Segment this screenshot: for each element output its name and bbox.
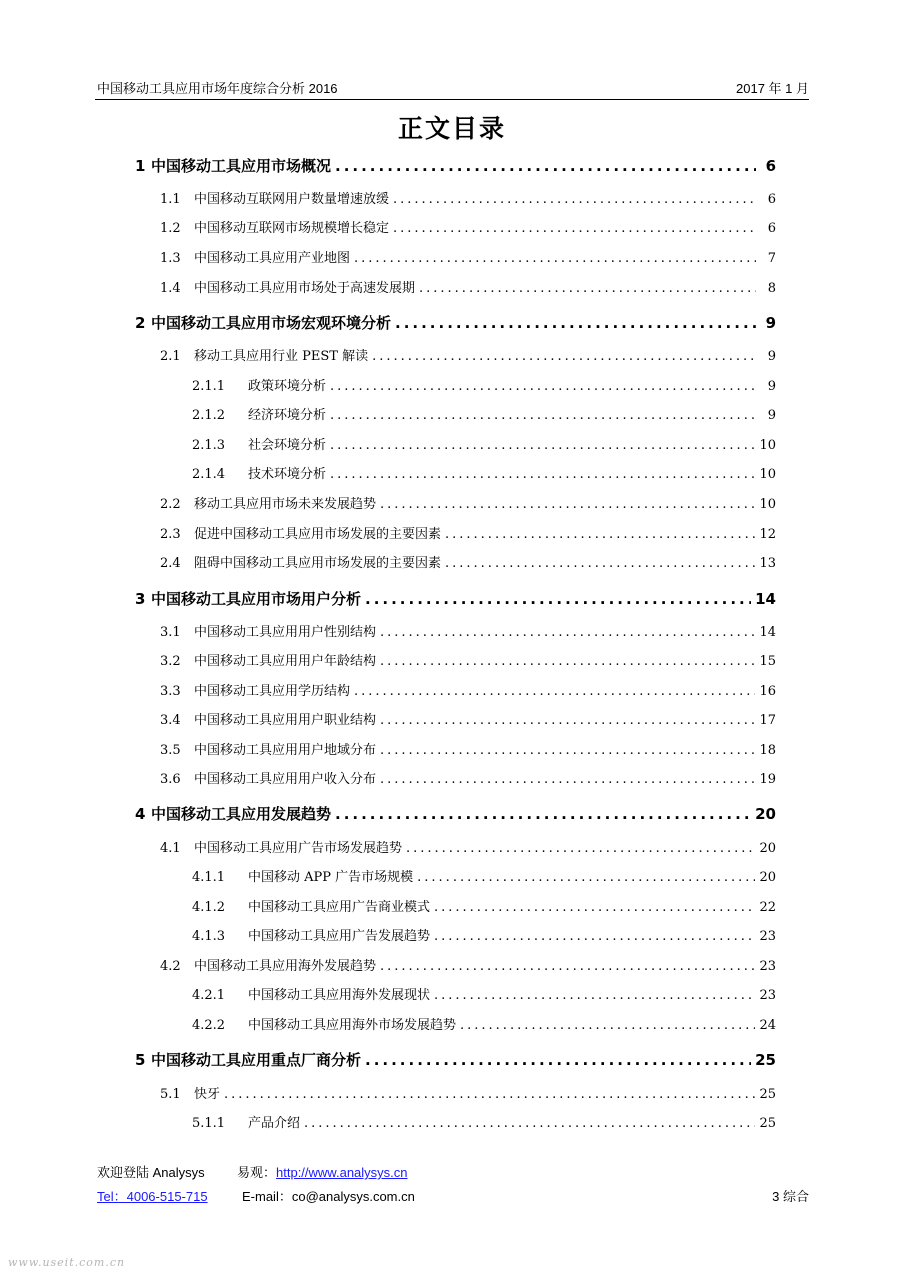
toc-entry-label: 中国移动工具应用用户地域分布 [194, 743, 377, 758]
toc-leader-dots [434, 896, 755, 920]
toc-entry-number: 4.1 [160, 841, 181, 856]
toc-entry-number: 5.1.1 [192, 1116, 226, 1131]
toc-entry[interactable] [135, 587, 776, 611]
toc-entry-label: 中国移动工具应用产业地图 [194, 251, 351, 266]
toc-entry-page: 20 [759, 870, 776, 885]
toc-entry-label: 中国移动工具应用海外市场发展趋势 [248, 1018, 457, 1033]
toc-entry-number: 4.2.1 [192, 988, 226, 1003]
toc-leader-dots [330, 463, 755, 487]
footer-website [237, 1162, 408, 1181]
toc-entry-label: 中国移动工具应用广告商业模式 [248, 900, 431, 915]
toc-entry-page: 20 [759, 841, 776, 856]
toc-entry[interactable] [192, 925, 776, 949]
toc-entry[interactable] [192, 434, 776, 458]
toc-entry[interactable] [135, 1048, 776, 1072]
toc-leader-dots [445, 523, 755, 547]
toc-entry-page: 25 [755, 1051, 776, 1069]
toc-entry-page: 6 [767, 221, 776, 236]
toc-leader-dots [434, 984, 755, 1008]
toc-entry-number: 3.5 [160, 743, 181, 758]
toc-entry-label: 中国移动工具应用海外发展趋势 [194, 959, 377, 974]
toc-leader-dots [380, 709, 755, 733]
toc-leader-dots [460, 1014, 755, 1038]
toc-entry-page: 9 [767, 408, 776, 423]
toc-entry-label: 产品介绍 [248, 1116, 301, 1131]
header-title: 中国移动工具应用市场年度综合分析 2016 [97, 81, 338, 96]
toc-entry-page: 14 [755, 590, 776, 608]
toc-leader-dots [365, 587, 751, 611]
toc-leader-dots [393, 188, 756, 212]
toc-entry-page: 23 [759, 959, 776, 974]
toc-entry-page: 23 [759, 929, 776, 944]
toc-entry[interactable] [160, 247, 776, 271]
toc-entry-page: 13 [759, 556, 776, 571]
toc-entry-label: 中国移动工具应用重点厂商分析 [151, 1051, 362, 1069]
toc-entry-page: 12 [759, 527, 776, 542]
toc-entry[interactable] [160, 709, 776, 733]
toc-entry-page: 17 [759, 713, 776, 728]
toc-entry-label: 中国移动工具应用市场处于高速发展期 [194, 281, 416, 296]
toc-entry-number: 4.2.2 [192, 1018, 226, 1033]
toc-entry[interactable] [160, 621, 776, 645]
toc-entry-page: 6 [765, 157, 776, 175]
toc-entry-number: 2.1.3 [192, 438, 226, 453]
toc-entry-number: 5.1 [160, 1087, 181, 1102]
toc-entry-page: 18 [759, 743, 776, 758]
toc-entry[interactable] [160, 523, 776, 547]
toc-entry[interactable] [135, 154, 776, 178]
toc-entry[interactable] [192, 984, 776, 1008]
toc-leader-dots [365, 1048, 751, 1072]
toc-entry-page: 8 [767, 281, 776, 296]
toc-entry[interactable] [192, 1014, 776, 1038]
toc-entry-number: 3.1 [160, 625, 181, 640]
page-number: 3 综合 [772, 1189, 809, 1204]
toc-entry-number: 3.4 [160, 713, 181, 728]
toc-entry[interactable] [192, 375, 776, 399]
toc-leader-dots [380, 768, 755, 792]
toc-leader-dots [417, 866, 755, 890]
toc-entry[interactable] [192, 404, 776, 428]
header-divider [95, 99, 809, 100]
toc-entry-page: 7 [767, 251, 776, 266]
toc-leader-dots [434, 925, 755, 949]
toc-entry-number: 1 [135, 157, 146, 175]
toc-leader-dots [419, 277, 756, 301]
toc-leader-dots [354, 247, 756, 271]
toc-leader-dots [330, 404, 756, 428]
toc-entry[interactable] [192, 463, 776, 487]
toc-entry-label: 阻碍中国移动工具应用市场发展的主要因素 [194, 556, 442, 571]
toc-entry[interactable] [135, 311, 776, 335]
toc-entry-label: 中国移动工具应用广告市场发展趋势 [194, 841, 403, 856]
toc-entry-page: 15 [759, 654, 776, 669]
toc-entry-page: 9 [767, 349, 776, 364]
toc-leader-dots [380, 955, 755, 979]
toc-entry-label: 中国移动工具应用广告发展趋势 [248, 929, 431, 944]
toc-entry-label: 中国移动工具应用学历结构 [194, 684, 351, 699]
toc-leader-dots [445, 552, 755, 576]
toc-entry-page: 20 [755, 805, 776, 823]
toc-entry-page: 10 [759, 497, 776, 512]
toc-entry-number: 1.3 [160, 251, 181, 266]
page-header [97, 78, 809, 98]
toc-entry[interactable] [160, 650, 776, 674]
page-title: 正文目录 [397, 114, 506, 143]
toc-entry-label: 政策环境分析 [248, 379, 327, 394]
footer-email: E-mail：co@analysys.com.cn [242, 1189, 415, 1204]
toc-entry-page: 23 [759, 988, 776, 1003]
toc-entry-label: 中国移动工具应用用户职业结构 [194, 713, 377, 728]
toc-entry[interactable] [160, 955, 776, 979]
toc-entry-label: 促进中国移动工具应用市场发展的主要因素 [194, 527, 442, 542]
toc-entry-label: 经济环境分析 [248, 408, 327, 423]
toc-entry[interactable] [160, 552, 776, 576]
toc-entry-page: 22 [759, 900, 776, 915]
toc-entry-label: 中国移动工具应用市场用户分析 [151, 590, 362, 608]
toc-entry-page: 24 [759, 1018, 776, 1033]
toc-entry-label: 中国移动工具应用用户性别结构 [194, 625, 377, 640]
toc-entry-page: 25 [759, 1087, 776, 1102]
toc-leader-dots [393, 217, 756, 241]
toc-entry-number: 2.1.1 [192, 379, 226, 394]
toc-entry[interactable] [192, 896, 776, 920]
toc-entry-label: 中国移动 APP 广告市场规模 [248, 870, 414, 885]
toc-entry-label: 技术环境分析 [248, 467, 327, 482]
toc-entry[interactable] [160, 493, 776, 517]
toc-entry-number: 3.2 [160, 654, 181, 669]
toc-leader-dots [330, 434, 755, 458]
toc-entry[interactable] [160, 277, 776, 301]
toc-entry[interactable] [160, 345, 776, 369]
watermark: www.useit.com.cn [8, 1256, 126, 1269]
toc-entry-number: 2.3 [160, 527, 181, 542]
toc-entry[interactable] [135, 802, 776, 826]
toc-entry-number: 2 [135, 314, 146, 332]
toc-entry[interactable] [160, 680, 776, 704]
toc-entry[interactable] [160, 739, 776, 763]
toc-entry-page: 14 [759, 625, 776, 640]
toc-entry-number: 2.1 [160, 349, 181, 364]
toc-leader-dots [380, 621, 755, 645]
toc-entry-label: 中国移动工具应用市场宏观环境分析 [151, 314, 392, 332]
toc-entry[interactable] [160, 217, 776, 241]
toc-entry-page: 10 [759, 467, 776, 482]
toc-leader-dots [372, 345, 756, 369]
toc-entry-number: 4.2 [160, 959, 181, 974]
toc-entry-number: 3.3 [160, 684, 181, 699]
toc-entry-number: 2.1.2 [192, 408, 226, 423]
toc-entry-label: 中国移动工具应用海外发展现状 [248, 988, 431, 1003]
toc-leader-dots [406, 837, 755, 861]
toc-entry-label: 移动工具应用行业 PEST 解读 [194, 349, 369, 364]
toc-leader-dots [395, 311, 756, 335]
toc-entry[interactable] [160, 1083, 776, 1107]
toc-leader-dots [335, 802, 751, 826]
toc-entry-page: 9 [765, 314, 776, 332]
toc-entry-label: 中国移动互联网用户数量增速放缓 [194, 192, 390, 207]
toc-entry-page: 10 [759, 438, 776, 453]
toc-entry-label: 中国移动互联网市场规模增长稳定 [194, 221, 390, 236]
phone-link[interactable]: Tel：4006-515-715 [97, 1189, 208, 1204]
toc-entry-page: 25 [759, 1116, 776, 1131]
toc-entry-number: 1.1 [160, 192, 181, 207]
toc-entry-number: 2.2 [160, 497, 181, 512]
toc-leader-dots [380, 650, 755, 674]
toc-entry[interactable] [160, 188, 776, 212]
toc-entry-label: 快牙 [194, 1087, 221, 1102]
toc-entry-number: 4.1.2 [192, 900, 226, 915]
toc-entry-number: 2.4 [160, 556, 181, 571]
toc-entry[interactable] [160, 768, 776, 792]
footer-welcome: 欢迎登陆 Analysys [97, 1165, 205, 1180]
toc-entry-label: 移动工具应用市场未来发展趋势 [194, 497, 377, 512]
toc-entry-number: 4.1.3 [192, 929, 226, 944]
toc-entry-number: 1.4 [160, 281, 181, 296]
toc-entry-page: 9 [767, 379, 776, 394]
toc-leader-dots [354, 680, 755, 704]
toc-entry-number: 1.2 [160, 221, 181, 236]
toc-leader-dots [330, 375, 756, 399]
toc-leader-dots [224, 1083, 755, 1107]
toc-entry-label: 中国移动工具应用用户年龄结构 [194, 654, 377, 669]
toc-entry-label: 中国移动工具应用发展趋势 [151, 805, 332, 823]
toc-entry-number: 3 [135, 590, 146, 608]
header-date: 2017 年 1 月 [736, 81, 809, 96]
toc-entry-label: 中国移动工具应用市场概况 [151, 157, 332, 175]
toc-entry-number: 4 [135, 805, 146, 823]
toc-entry[interactable] [160, 837, 776, 861]
toc-entry-number: 3.6 [160, 772, 181, 787]
toc-entry-page: 6 [767, 192, 776, 207]
toc-entry-label: 社会环境分析 [248, 438, 327, 453]
toc-entry[interactable] [192, 866, 776, 890]
toc-entry-number: 5 [135, 1051, 146, 1069]
toc-entry-number: 2.1.4 [192, 467, 226, 482]
toc-leader-dots [304, 1112, 755, 1136]
toc-entry[interactable] [192, 1112, 776, 1136]
toc-entry-label: 中国移动工具应用用户收入分布 [194, 772, 377, 787]
toc-leader-dots [380, 739, 755, 763]
toc-leader-dots [335, 154, 756, 178]
website-link[interactable]: http://www.analysys.cn [276, 1165, 408, 1180]
toc-entry-page: 19 [759, 772, 776, 787]
footer-website-label: 易观： [237, 1165, 277, 1180]
toc-entry-page: 16 [759, 684, 776, 699]
toc-leader-dots [380, 493, 755, 517]
toc-entry-number: 4.1.1 [192, 870, 226, 885]
